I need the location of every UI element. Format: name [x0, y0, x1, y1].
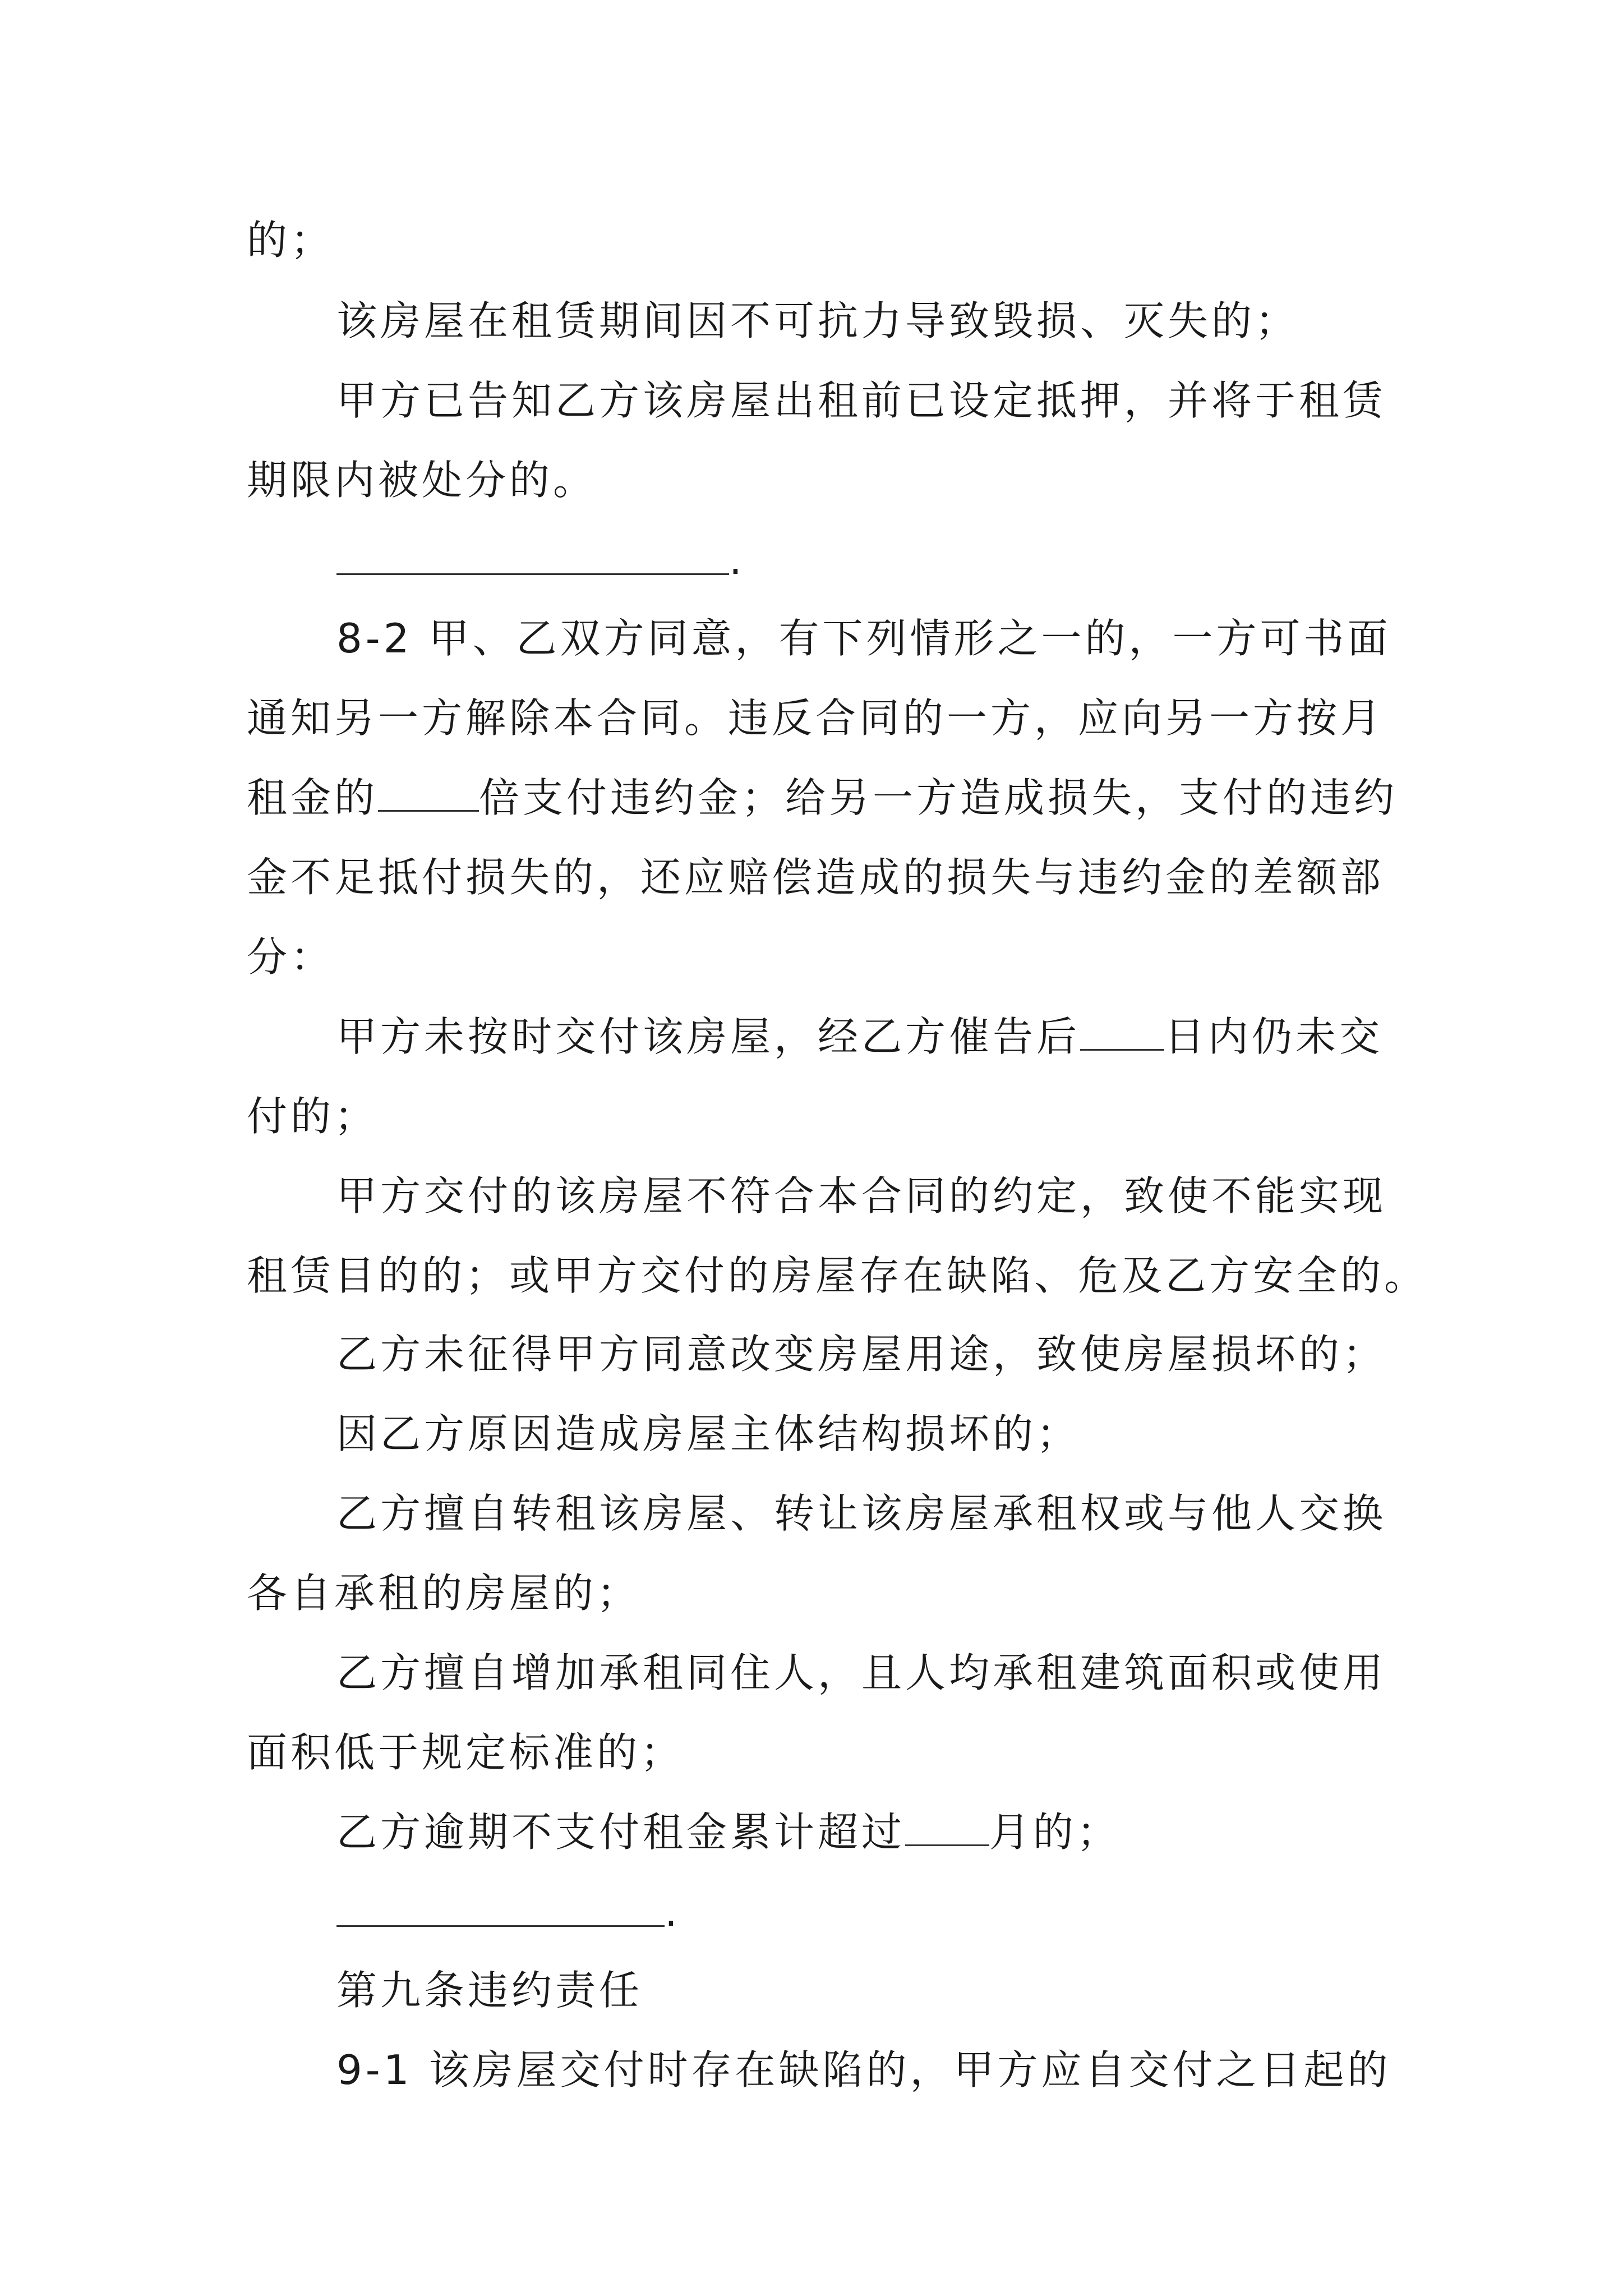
- text-line: 乙方擅自增加承租同住人，且人均承租建筑面积或使用: [336, 1649, 1387, 1696]
- text-line: 乙方未征得甲方同意改变房屋用途，致使房屋损坏的；: [336, 1331, 1387, 1378]
- text-segment: 倍支付违约金；给另一方造成损失，支付的违约: [479, 774, 1398, 821]
- blank-fill-line: [336, 533, 742, 587]
- blank-underline: [1080, 1043, 1164, 1051]
- text-line: 甲方已告知乙方该房屋出租前已设定抵押，并将于租赁: [336, 377, 1387, 424]
- text-line: 付的；: [247, 1093, 379, 1140]
- text-line: 通知另一方解除本合同。违反合同的一方，应向另一方按月: [247, 694, 1385, 742]
- section-heading: 第九条违约责任: [336, 1967, 643, 2014]
- text-line: 金不足抵付损失的，还应赔偿造成的损失与违约金的差额部: [247, 854, 1385, 901]
- text-line: 8-2 甲、乙双方同意，有下列情形之一的，一方可书面: [336, 615, 1391, 662]
- text-segment: 甲方未按时交付该房屋，经乙方催告后: [336, 1013, 1081, 1060]
- text-line: 因乙方原因造成房屋主体结构损坏的；: [336, 1410, 1081, 1457]
- text-segment: 租金的: [247, 774, 379, 821]
- blank-underline: [378, 804, 479, 812]
- text-line: 的；: [247, 217, 335, 264]
- text-line: 面积低于规定标准的；: [247, 1729, 685, 1776]
- text-segment: 月的；: [989, 1809, 1121, 1856]
- text-line: 分：: [247, 933, 335, 981]
- text-segment: 乙方逾期不支付租金累计超过: [336, 1809, 906, 1856]
- text-line: 各自承租的房屋的；: [247, 1570, 641, 1617]
- blank-underline: [905, 1839, 989, 1846]
- text-line: [336, 1805, 1402, 1859]
- blank-underline: [336, 533, 729, 575]
- text-segment: 日内仍未交: [1164, 1013, 1384, 1060]
- text-line: 9-1 该房屋交付时存在缺陷的，甲方应自交付之日起的: [336, 2046, 1391, 2093]
- text-line: [247, 771, 1402, 825]
- text-line: 租赁目的的；或甲方交付的房屋存在缺陷、危及乙方安全的。: [247, 1252, 1428, 1299]
- line-period: .: [729, 536, 742, 583]
- text-line: 该房屋在租赁期间因不可抗力导致毁损、灭失的；: [336, 297, 1299, 344]
- text-line: [336, 1010, 1402, 1064]
- text-line: 乙方擅自转租该房屋、转让该房屋承租权或与他人交换: [336, 1490, 1387, 1537]
- line-period: .: [665, 1888, 677, 1935]
- text-line: 期限内被处分的。: [247, 457, 597, 504]
- blank-fill-line: [336, 1885, 677, 1939]
- text-line: 甲方交付的该房屋不符合本合同的约定，致使不能实现: [336, 1172, 1387, 1220]
- blank-underline: [336, 1885, 665, 1927]
